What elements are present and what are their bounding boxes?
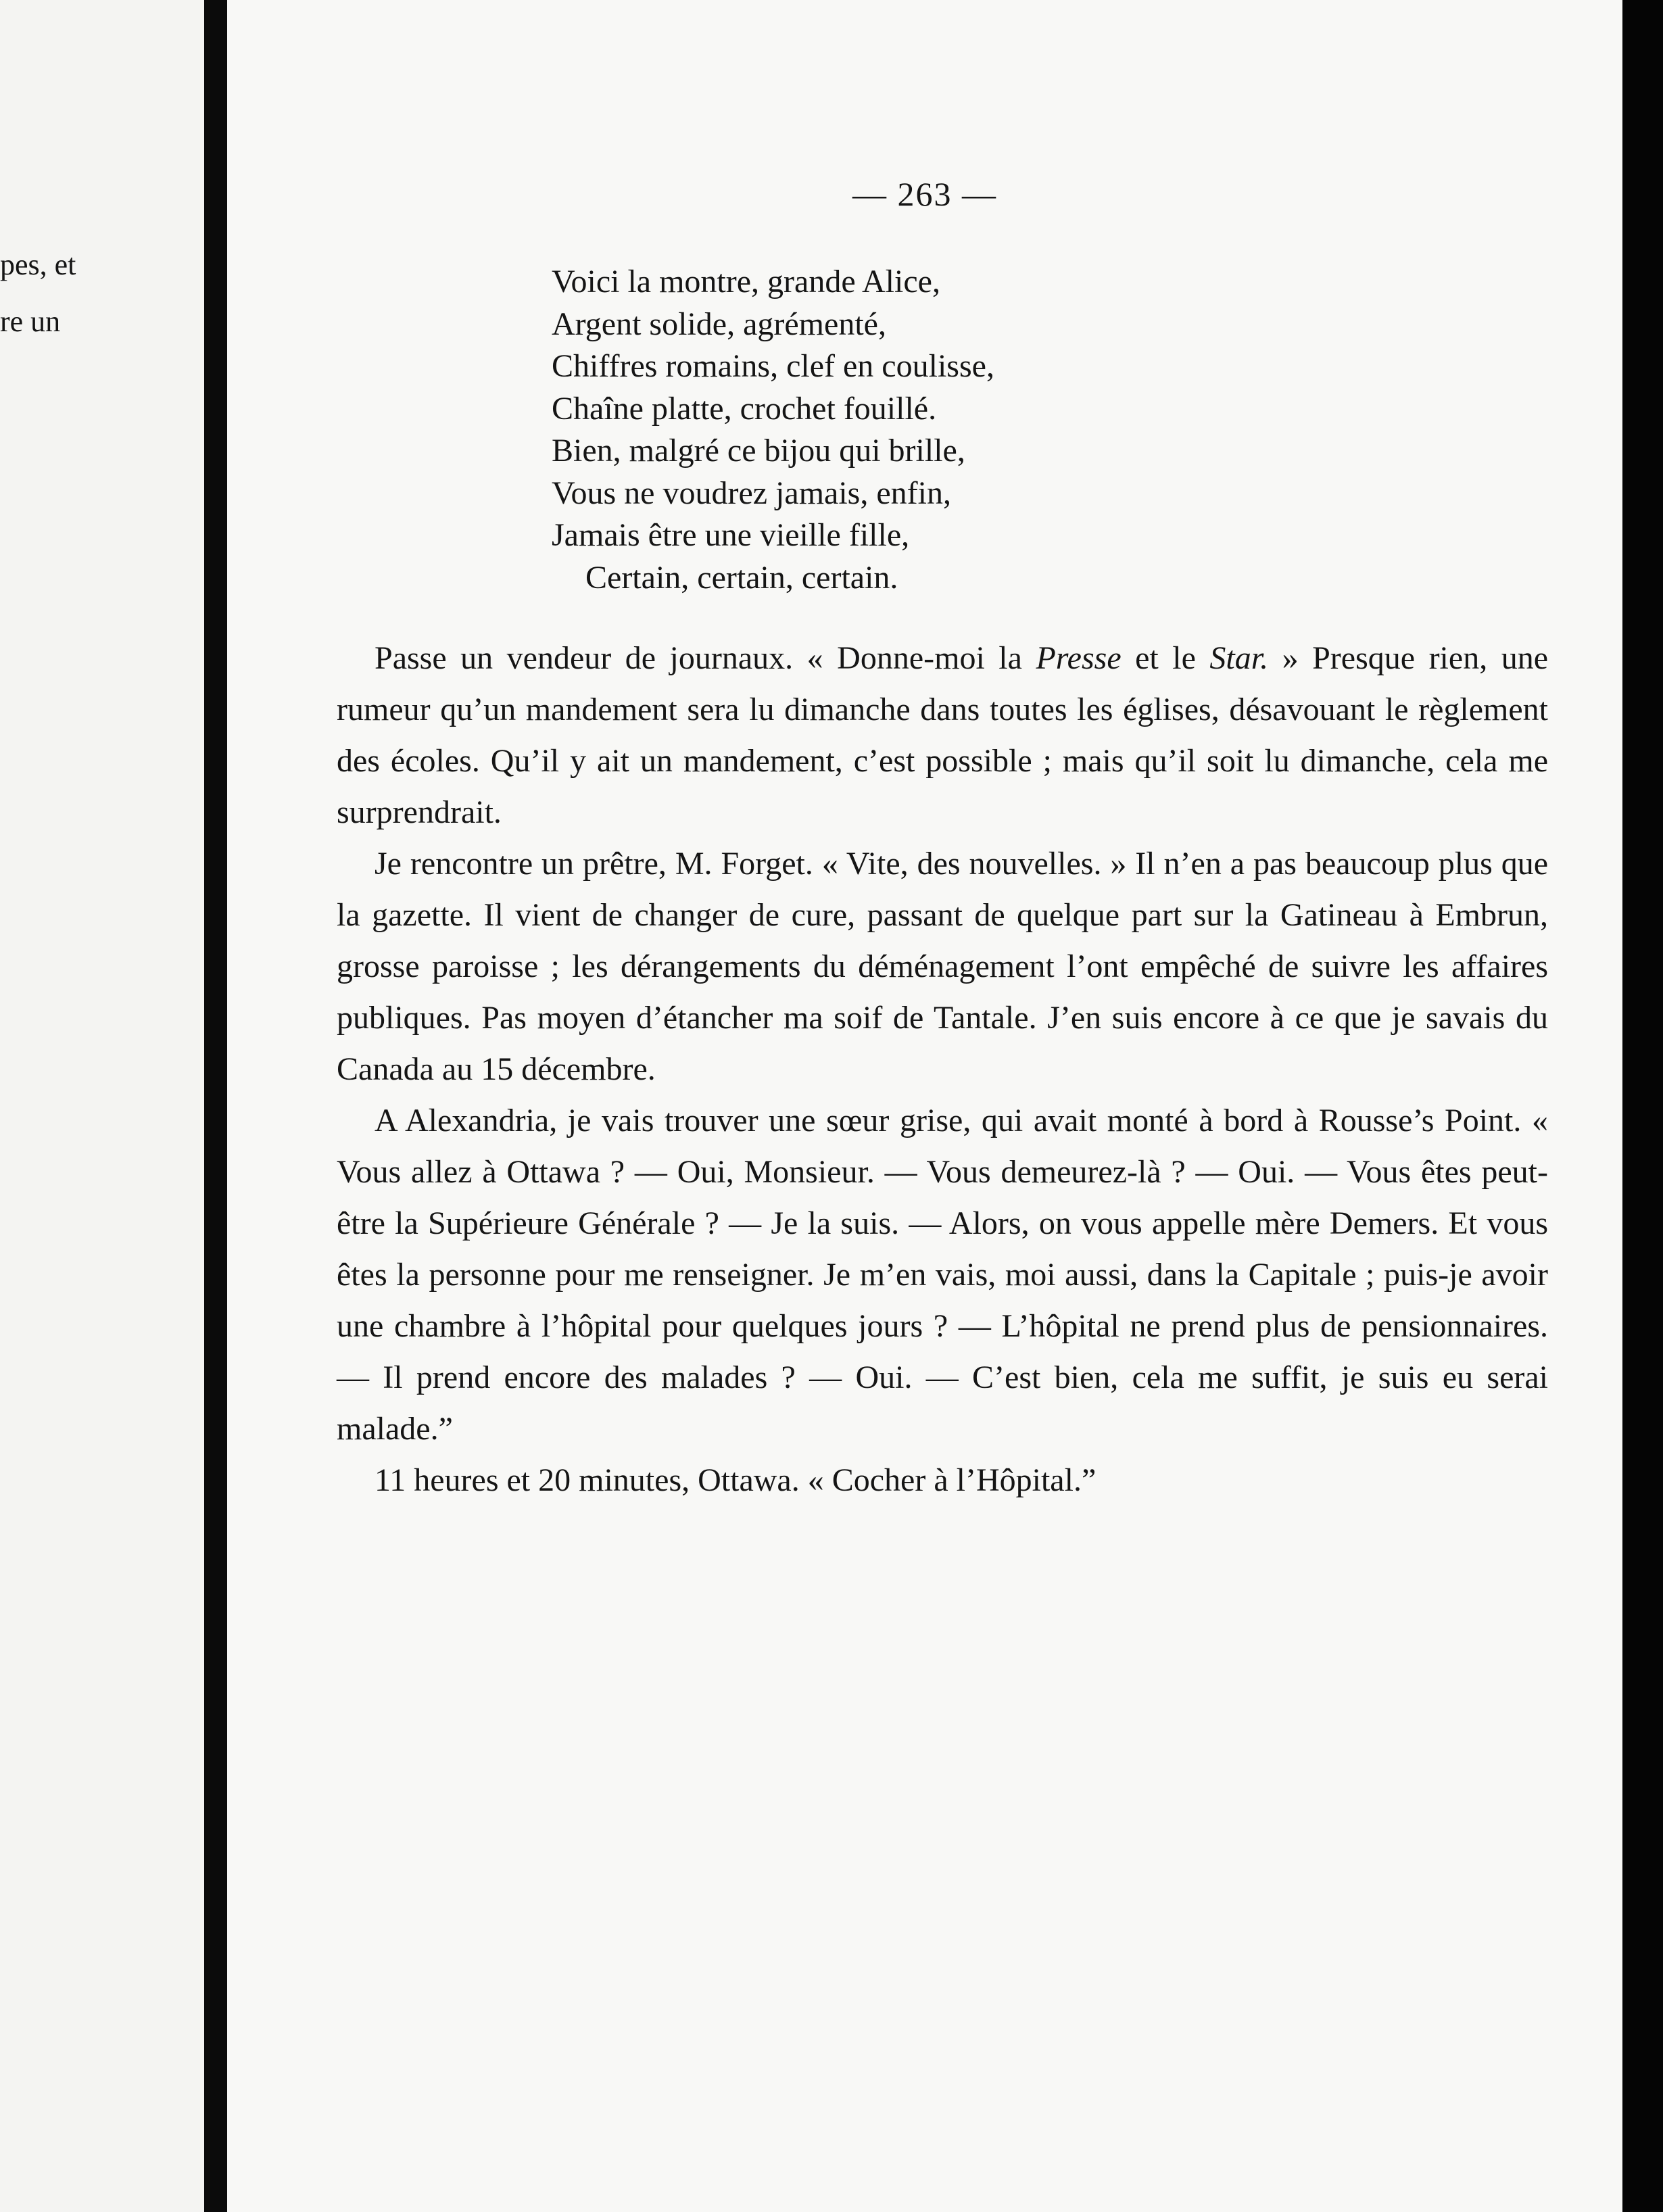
poem — [552, 261, 994, 599]
paragraph-text: » Presque rien, une rumeur qu’un mandement sera lu dimanche dans toutes les églises, désavouant le règlement des écoles. Qu’il y ait un mandement, c’est possible ; mais qu’il soit lu dimanche, cela me surprendrait. — [337, 640, 1548, 830]
left-page-fragment: pes, et — [0, 248, 76, 281]
poem-line: Jamais être une vieille fille, — [552, 517, 910, 553]
poem-line: Chaîne platte, crochet fouillé. — [552, 390, 937, 427]
poem-line: Bien, malgré ce bijou qui brille, — [552, 433, 965, 468]
paragraph-priest: Je rencontre un prêtre, M. Forget. « Vite, des nouvelles. » Il n’en a pas beaucoup plus que la gazette. Il vient de changer de cure, passant de quelque part sur la Gatineau à Embrun, grosse paroisse ; les dérangements du déménagement l’ont empêché de suivre les affaires publiques. Pas moyen d’étancher ma soif de Tantale. J’en suis encore à ce que je savais du Canada au 15 décembre. — [337, 846, 1548, 1087]
left-page-edge — [0, 0, 204, 2212]
poem-line: Chiffres romains, clef en coulisse, — [552, 348, 994, 384]
poem-line: Voici la montre, grande Alice, — [552, 264, 940, 299]
poem-line: Argent solide, agrémenté, — [552, 306, 886, 342]
poem-line: Certain, certain, certain. — [585, 559, 898, 596]
prose-body — [337, 633, 1548, 1506]
book-gutter — [204, 0, 227, 2212]
paragraph-text: Passe un vendeur de journaux. « Donne-moi la — [375, 640, 1036, 676]
newspaper-title-star: Star. — [1209, 640, 1269, 676]
paragraph-ottawa: 11 heures et 20 minutes, Ottawa. « Cocher à l’Hôpital.” — [375, 1462, 1096, 1498]
scan-border — [1622, 0, 1663, 2212]
paragraph-alexandria: A Alexandria, je vais trouver une sœur grise, qui avait monté à bord à Rousse’s Point. « Vous allez à Ottawa ? — Oui, Monsieur. — Vous demeurez-là ? — Oui. — Vous êtes peut-être la Supérieure Générale ? — Je la suis. — Alors, on vous appelle mère Demers. Et vous êtes la personne pour me renseigner. Je m’en vais, moi aussi, dans la Capitale ; puis-je avoir une chambre à l’hôpital pour quelques jours ? — L’hôpital ne prend plus de pensionnaires. — Il prend encore des malades ? — Oui. — C’est bien, cela me suffit, je suis eu serai malade.” — [337, 1103, 1548, 1447]
page-number: — 263 — — [852, 175, 997, 213]
left-page-fragment: re un — [0, 305, 61, 338]
book-page — [227, 0, 1622, 2212]
poem-line: Vous ne voudrez jamais, enfin, — [552, 475, 951, 511]
paragraph-newspaper — [337, 633, 1548, 838]
paragraph-text: et le — [1121, 640, 1210, 676]
newspaper-title-presse: Presse — [1036, 640, 1122, 676]
